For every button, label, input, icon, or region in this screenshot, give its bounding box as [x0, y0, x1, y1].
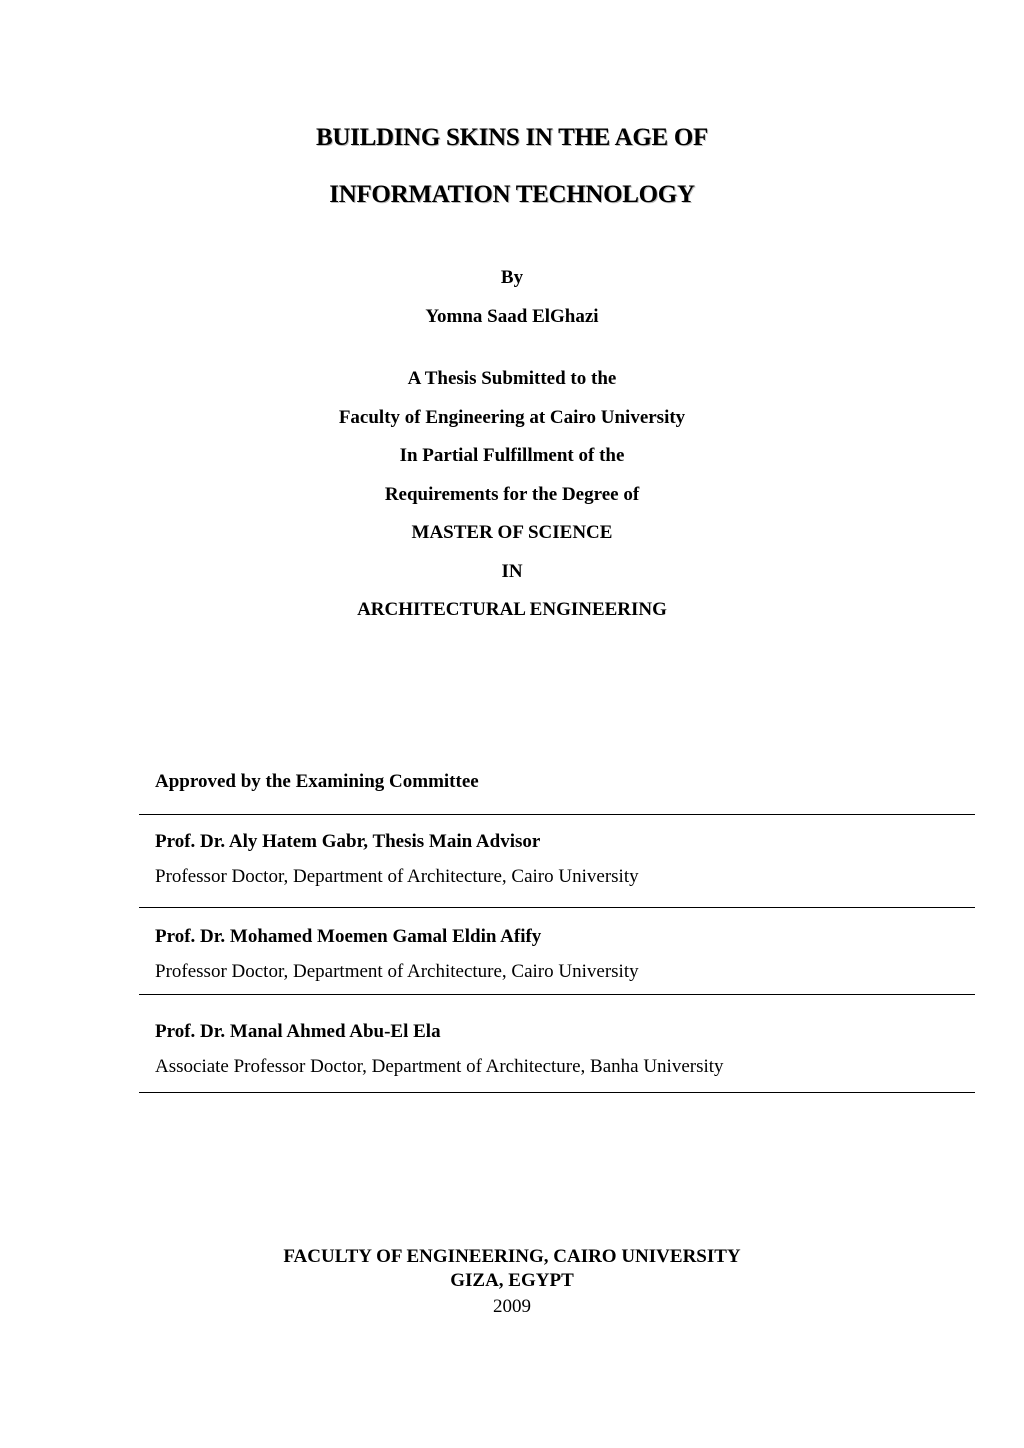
submission-line-4: Requirements for the Degree of	[384, 484, 640, 505]
footer-year: 2009	[493, 1296, 531, 1317]
thesis-title-line-1: BUILDING SKINS IN THE AGE OF	[316, 124, 708, 151]
submission-line-2: Faculty of Engineering at Cairo University	[338, 407, 686, 428]
committee-heading: Approved by the Examining Committee	[155, 771, 479, 792]
member-name: Prof. Dr. Mohamed Moemen Gamal Eldin Afify	[155, 926, 542, 947]
member-name: Prof. Dr. Aly Hatem Gabr, Thesis Main Advisor	[155, 831, 541, 852]
thesis-title-line-2: INFORMATION TECHNOLOGY	[329, 181, 695, 208]
degree-in: IN	[501, 561, 523, 582]
degree-field: ARCHITECTURAL ENGINEERING	[357, 599, 667, 620]
member-position: Professor Doctor, Department of Architecture, Cairo University	[155, 866, 639, 887]
degree-name: MASTER OF SCIENCE	[411, 522, 613, 543]
divider	[139, 994, 975, 995]
footer-institution: FACULTY OF ENGINEERING, CAIRO UNIVERSITY	[283, 1246, 741, 1267]
submission-line-1: A Thesis Submitted to the	[407, 368, 617, 389]
member-name: Prof. Dr. Manal Ahmed Abu-El Ela	[155, 1021, 441, 1042]
divider	[139, 814, 975, 815]
divider	[139, 907, 975, 908]
member-position: Associate Professor Doctor, Department of Architecture, Banha University	[155, 1056, 724, 1077]
footer-location: GIZA, EGYPT	[450, 1270, 574, 1291]
submission-line-3: In Partial Fulfillment of the	[399, 445, 625, 466]
divider	[139, 1092, 975, 1093]
member-position: Professor Doctor, Department of Architecture, Cairo University	[155, 961, 639, 982]
by-label: By	[500, 267, 524, 288]
author-name: Yomna Saad ElGhazi	[425, 306, 599, 327]
